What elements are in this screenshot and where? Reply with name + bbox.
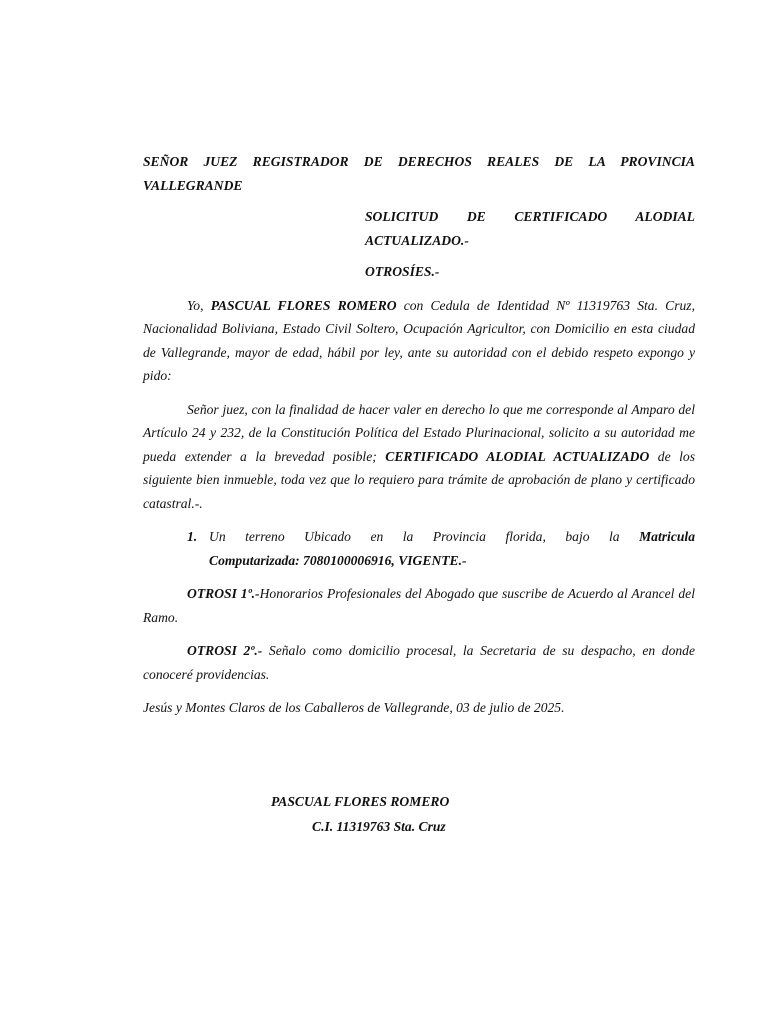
list-item-text [209, 525, 695, 572]
subject-heading [365, 205, 695, 252]
otrosi-2-text: Señalo como domicilio procesal, la Secretaria de su despacho, en donde conoceré providencias. [143, 643, 695, 682]
otrosies-heading: OTROSÍES.- [365, 264, 440, 279]
signature-name: PASCUAL FLORES ROMERO [271, 794, 450, 809]
paragraph-request [143, 398, 695, 516]
addressee-line-1: SEÑOR JUEZ REGISTRADOR DE DERECHOS REALES DE LA PROVINCIA [143, 154, 695, 169]
signature-ci: C.I. 11319763 Sta. Cruz [312, 819, 446, 834]
para1-text-2: con Cedula de Identidad Nº 11319763 Sta. Cruz, Nacionalidad Boliviana, Estado Civil Soltero, Ocupación Agricultor, con Domicilio en esta ciudad de Vallegrande, mayor de edad, hábil por ley, ante su autoridad con el debido respeto expongo y pido: [143, 297, 695, 383]
addressee-line-2: VALLEGRANDE [143, 177, 243, 193]
place-and-date: Jesús y Montes Claros de los Caballeros de Vallegrande, 03 de julio de 2025. [143, 700, 565, 715]
para2-text-1: Señor juez, con la finalidad de hacer valer en derecho lo que me corresponde al Amparo del Artículo 24 y 232, de la Constitución Política del Estado Plurinacional, solicito a su autoridad me pueda extender a la brevedad posible; [143, 401, 695, 464]
paragraph-otrosi-1 [143, 582, 695, 629]
addressee-heading [143, 150, 695, 197]
matricula-label: Matricula [639, 529, 695, 544]
subject-line-2: ACTUALIZADO.- [365, 232, 469, 248]
petitioner-name: PASCUAL FLORES ROMERO [210, 297, 397, 313]
matricula-number: Computarizada: 7080100006916, VIGENTE.- [209, 552, 467, 568]
paragraph-identification [143, 294, 695, 388]
otrosi-2-label: OTROSI 2º.- [187, 643, 263, 658]
para1-text-1: Yo, [187, 297, 211, 313]
list-item [187, 525, 695, 572]
paragraph-otrosi-2 [143, 639, 695, 686]
otrosi-1-label: OTROSI 1º.- [187, 586, 260, 601]
list-number: 1. [187, 529, 198, 544]
document-body [143, 150, 695, 720]
list-text-1: Un terreno Ubicado en la Provincia florida, bajo la [209, 529, 640, 544]
certificate-type: CERTIFICADO ALODIAL ACTUALIZADO [385, 448, 650, 464]
list-line-1 [209, 525, 695, 549]
subject-line-1: SOLICITUD DE CERTIFICADO ALODIAL [365, 209, 695, 224]
para2-text-2: de los siguiente bien inmueble, toda vez que lo requiero para trámite de aprobación de plano y certificado catastral.-. [143, 448, 695, 511]
otrosi-1-text: Honorarios Profesionales del Abogado que suscribe de Acuerdo al Arancel del Ramo. [143, 586, 695, 625]
